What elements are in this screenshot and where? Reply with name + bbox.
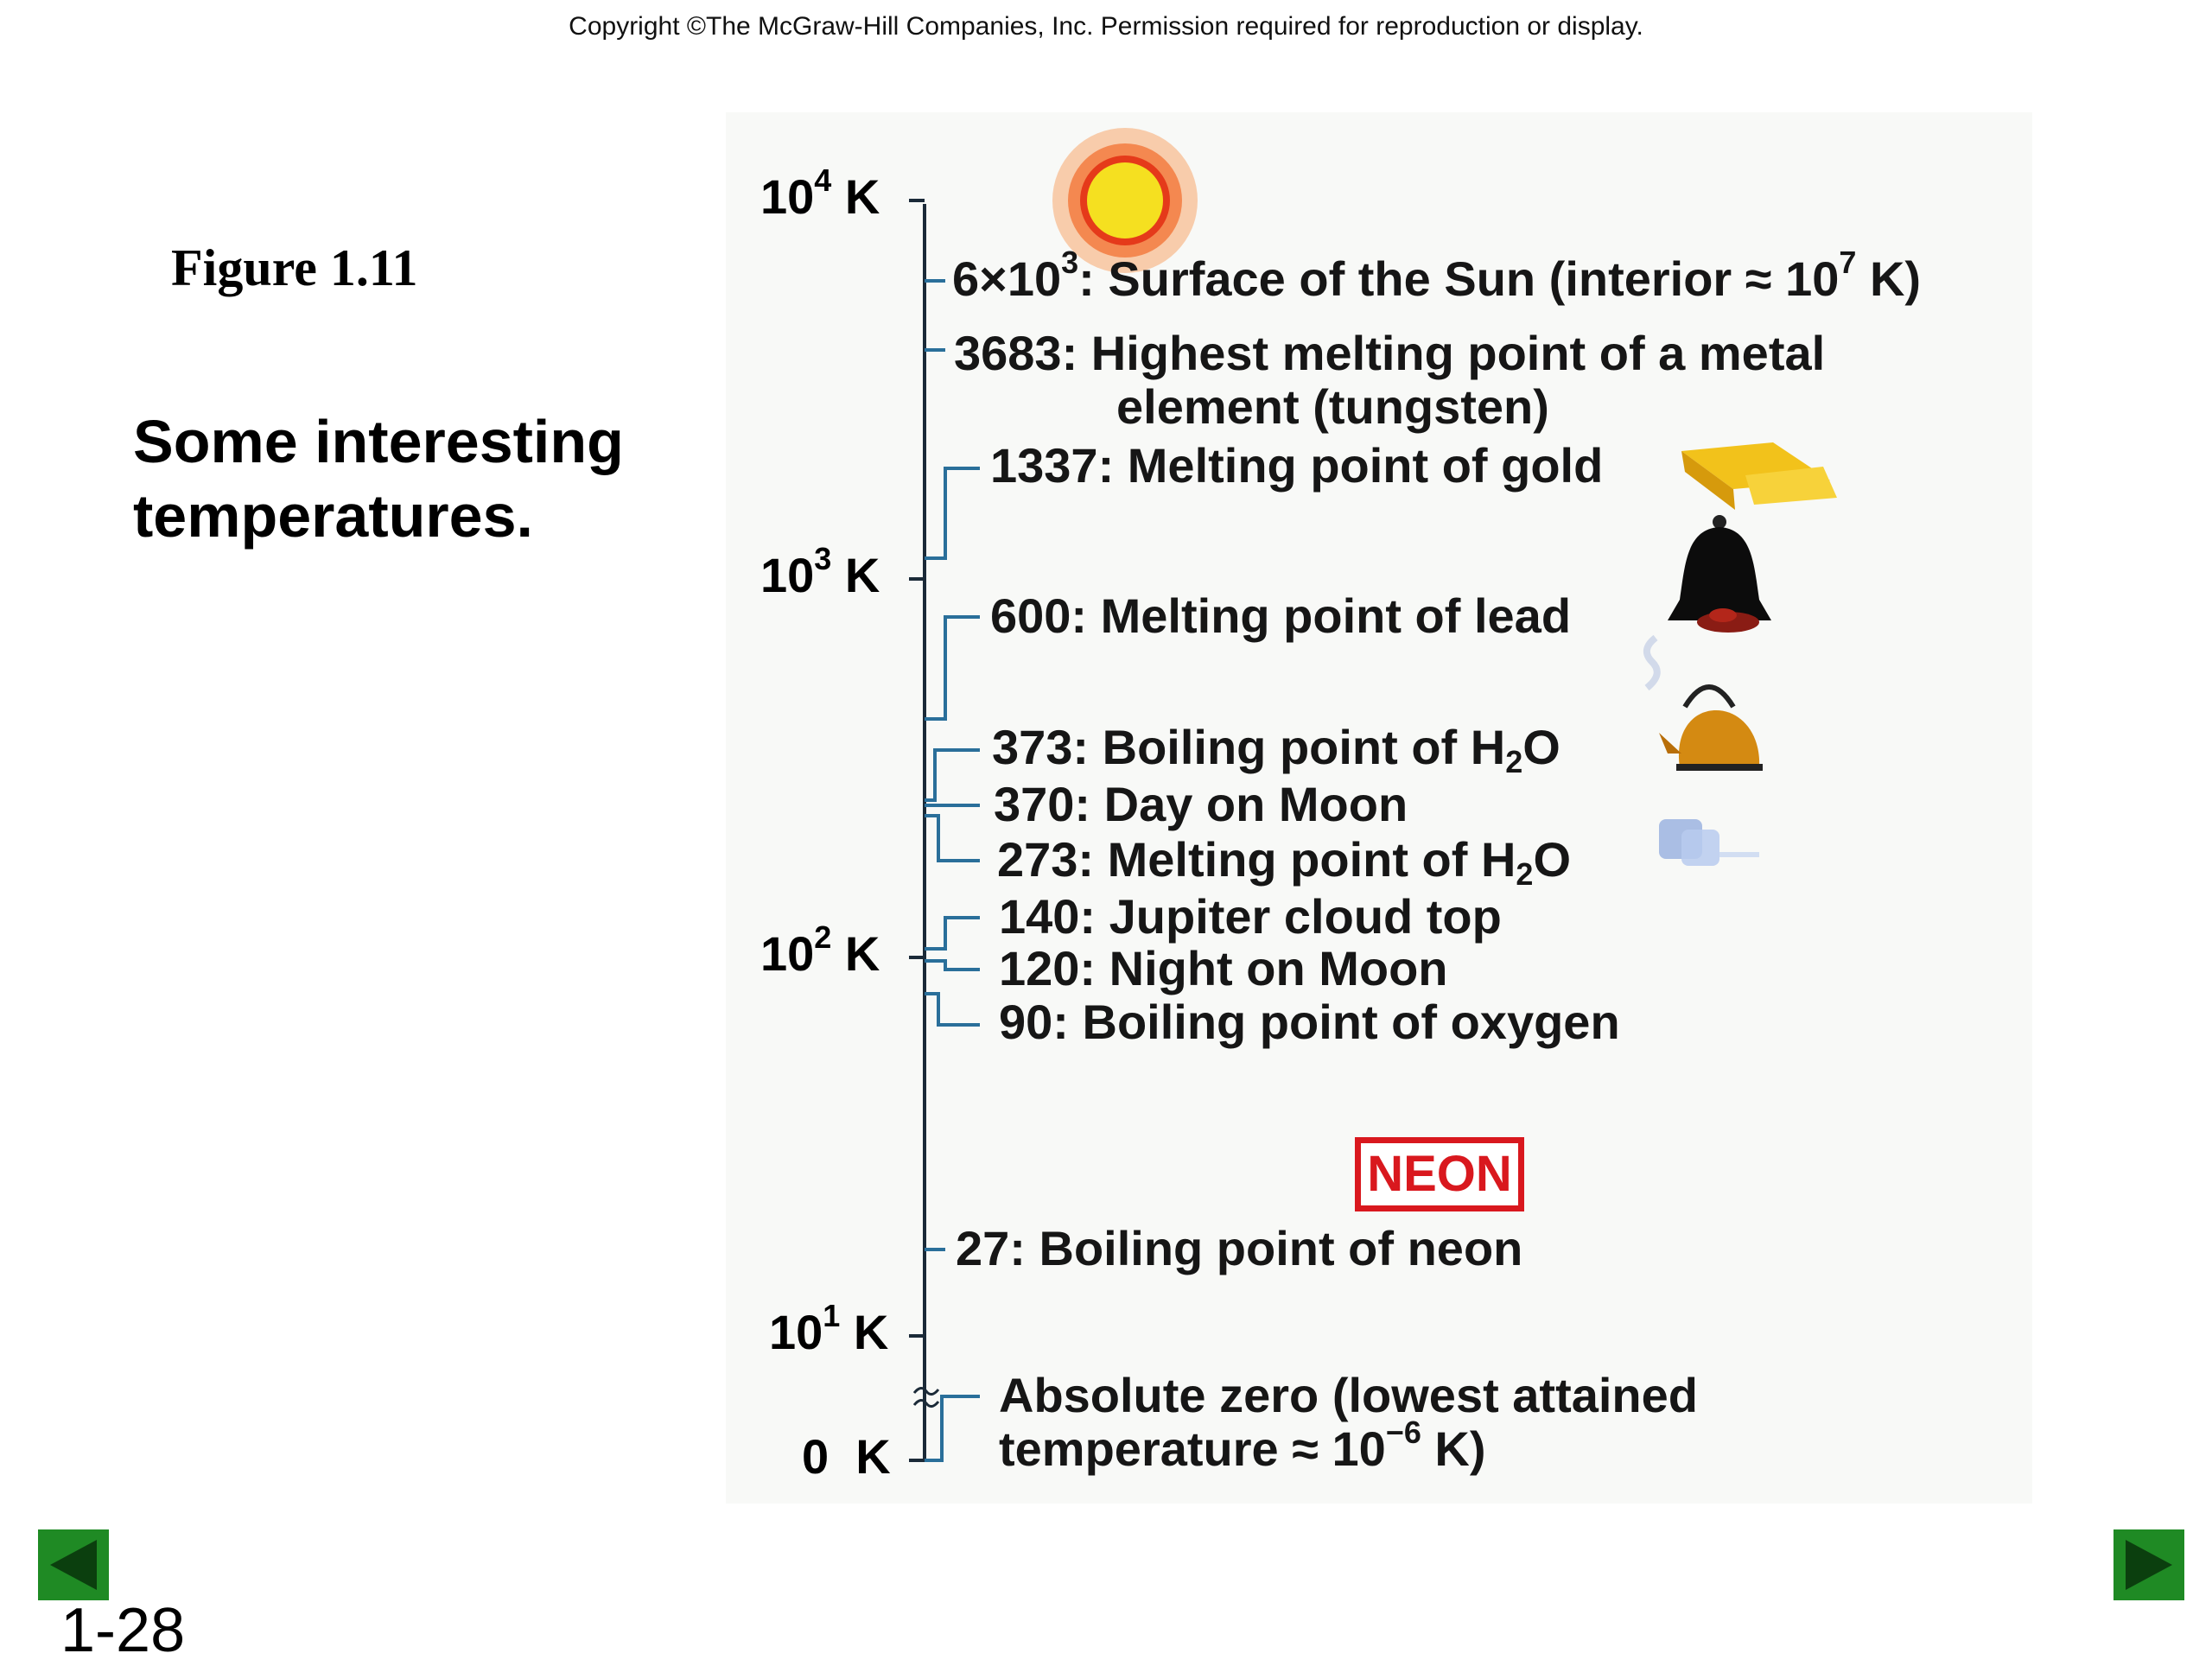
entry-tungsten: 3683: Highest melting point of a metal element (tungsten) — [954, 326, 1826, 434]
slide-number: 1-28 — [60, 1596, 186, 1665]
prev-arrow-icon — [38, 1529, 109, 1600]
axis-label-1e3: $10^3$ K — [760, 541, 880, 602]
kettle-icon — [1647, 638, 1763, 771]
entry-lead: 600: Melting point of lead — [990, 588, 1572, 643]
copyright-notice: Copyright ©The McGraw-Hill Companies, Inc. Permission required for reproduction or display. — [569, 12, 1643, 41]
entry-absolute-zero: Absolute zero (lowest attained temperature ≈ $10^{-6}$ K) — [999, 1368, 1698, 1476]
leader-lead — [925, 617, 980, 719]
neon-sign: NEON — [1355, 1137, 1524, 1211]
leader-night-moon — [925, 961, 980, 970]
leader-melt-water — [925, 816, 980, 861]
leader-gold — [925, 468, 980, 558]
next-arrow-icon — [2113, 1529, 2184, 1600]
entry-neon: 27: Boiling point of neon — [956, 1221, 1523, 1275]
leader-oxygen — [925, 994, 980, 1025]
leader-jupiter — [925, 918, 980, 949]
axis-label-1e4: $10^4$ K — [760, 162, 880, 224]
entry-sun-surface: $6\times 10^3$: Surface of the Sun (interior ≈ $10^7$ K) — [952, 245, 1922, 306]
entry-night-moon: 120: Night on Moon — [999, 941, 1448, 995]
entry-melt-water: 273: Melting point of $H_2O$ — [997, 832, 1572, 892]
entry-jupiter: 140: Jupiter cloud top — [999, 889, 1502, 944]
entry-day-moon: 370: Day on Moon — [994, 777, 1408, 831]
figure-number: Figure 1.11 — [171, 239, 418, 296]
ice-cube-icon — [1659, 819, 1759, 866]
next-slide-button[interactable] — [2113, 1529, 2184, 1600]
bell-icon — [1668, 515, 1771, 633]
axis-label-zero: 0 K — [802, 1429, 891, 1484]
entry-boil-water: 373: Boiling point of $H_2O$ — [992, 720, 1560, 779]
axis-label-1e1: $10^1$ K — [769, 1298, 889, 1359]
leader-lines — [925, 281, 980, 1460]
gold-bar-icon — [1681, 442, 1837, 510]
leader-boil-water — [925, 750, 980, 800]
entry-gold: 1337: Melting point of gold — [990, 438, 1604, 493]
prev-slide-button[interactable] — [38, 1529, 109, 1600]
major-ticks — [909, 200, 925, 1460]
axis-label-1e2: $10^2$ K — [760, 919, 880, 981]
entry-oxygen: 90: Boiling point of oxygen — [999, 995, 1620, 1049]
figure-caption: Some interesting temperatures. — [133, 408, 624, 550]
